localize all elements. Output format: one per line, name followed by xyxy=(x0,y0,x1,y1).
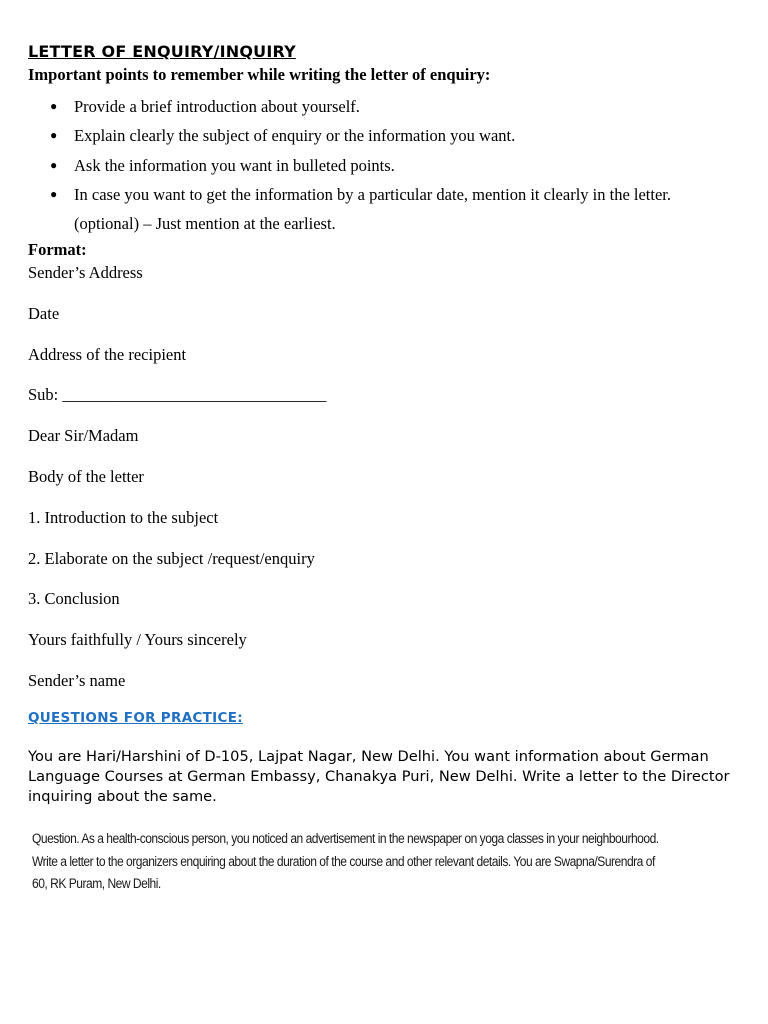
format-senders-name: Sender’s name xyxy=(28,670,126,690)
format-recipient-address: Address of the recipient xyxy=(28,344,187,364)
format-body-point-3: 3. Conclusion xyxy=(28,589,120,609)
points-heading: Important points to remember while writing the letter of enquiry: xyxy=(28,65,491,84)
format-date: Date xyxy=(28,303,60,323)
format-heading: Format: xyxy=(28,240,87,259)
format-body-point-1: 1. Introduction to the subject xyxy=(28,507,219,527)
question-2-line: Write a letter to the organizers enquiring about the duration of the course and other relevant details. You are Swapna/Surendra of xyxy=(32,853,655,869)
list-item xyxy=(28,92,748,121)
question-2-line: Question. As a health-conscious person, you noticed an advertisement in the newspaper on yoga classes in your neighbourhood. xyxy=(32,831,659,846)
practice-heading: QUESTIONS FOR PRACTICE: xyxy=(28,710,243,726)
document-title: LETTER OF ENQUIRY/INQUIRY xyxy=(28,42,296,61)
bullet-list xyxy=(28,92,748,238)
practice-question-1: You are Hari/Harshini of D-105, Lajpat Nagar, New Delhi. You want information about German Language Courses at German Embassy, Chanakya Puri, New Delhi. Write a letter to the Director inquiring about the same. xyxy=(28,748,730,805)
bullet-text: Ask the information you want in bulleted points. xyxy=(74,155,395,175)
list-item xyxy=(28,151,748,180)
format-closing: Yours faithfully / Yours sincerely xyxy=(28,630,247,650)
format-lines xyxy=(28,263,748,712)
format-subject: Sub: ________________________________ xyxy=(28,385,327,405)
bullet-continuation-text: (optional) – Just mention at the earliest. xyxy=(74,214,336,234)
bullet-icon: ● xyxy=(50,99,58,113)
bullet-text: In case you want to get the information by a particular date, mention it clearly in the letter. xyxy=(74,184,672,204)
list-item xyxy=(28,180,748,209)
list-item xyxy=(28,121,748,150)
format-salutation: Dear Sir/Madam xyxy=(28,426,139,446)
question-2-line: 60, RK Puram, New Delhi. xyxy=(32,876,161,891)
bullet-icon: ● xyxy=(50,128,58,143)
format-body: Body of the letter xyxy=(28,466,144,486)
bullet-text: Provide a brief introduction about yourself. xyxy=(74,97,360,116)
practice-question-2 xyxy=(32,828,752,896)
format-body-point-2: 2. Elaborate on the subject /request/enquiry xyxy=(28,548,315,568)
bullet-continuation xyxy=(28,209,748,238)
bullet-text: Explain clearly the subject of enquiry or the information you want. xyxy=(74,126,516,146)
bullet-icon: ● xyxy=(50,157,58,172)
bullet-icon: ● xyxy=(50,186,58,201)
format-senders-address: Sender’s Address xyxy=(28,263,143,282)
